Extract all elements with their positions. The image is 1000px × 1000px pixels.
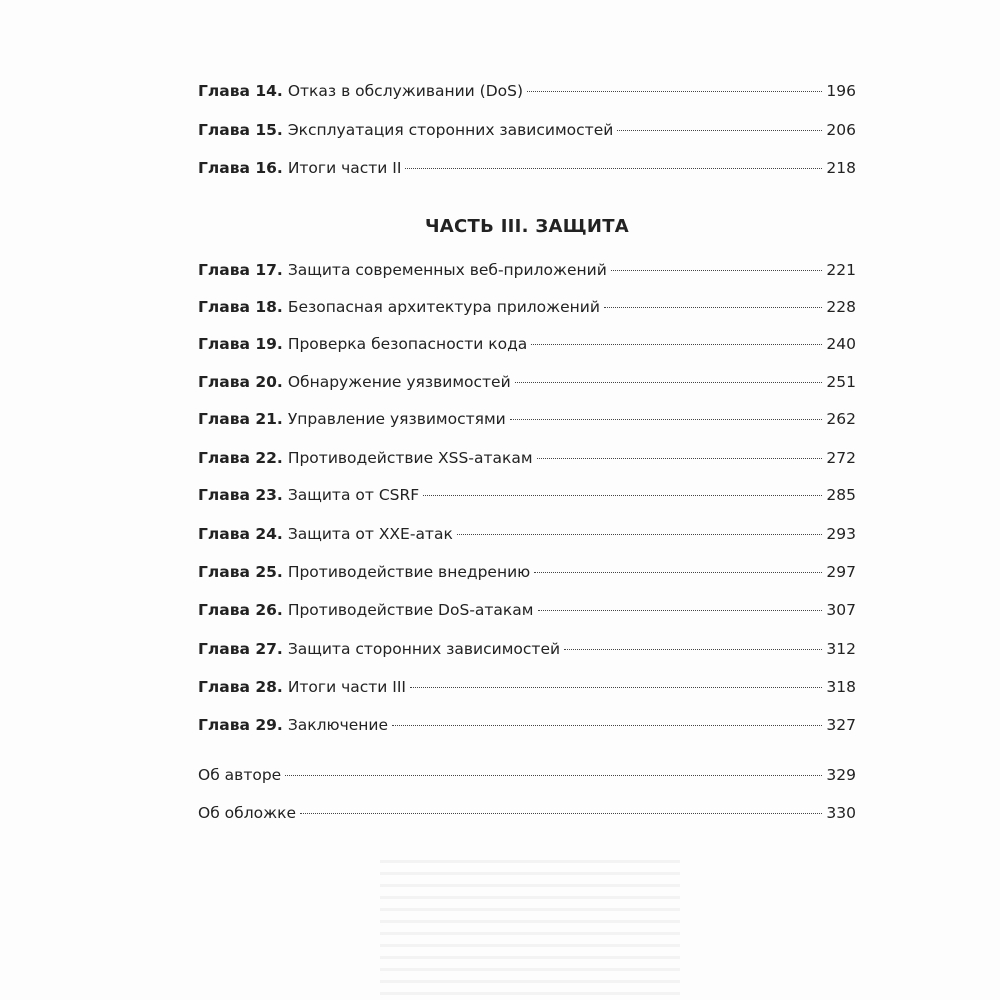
toc-entry-chapter-27[interactable] <box>198 636 856 662</box>
chapter-title: Обнаружение уязвимостей <box>287 373 511 391</box>
dot-leader <box>515 382 823 383</box>
chapter-number: Глава 24. <box>198 525 283 543</box>
page-number: 218 <box>826 159 856 177</box>
page-number: 285 <box>826 486 856 504</box>
chapter-number: Глава 26. <box>198 601 283 619</box>
dot-leader <box>300 813 822 814</box>
dot-leader <box>392 725 822 726</box>
chapter-title: Противодействие XSS-атакам <box>287 449 533 467</box>
chapter-title: Итоги части III <box>287 678 406 696</box>
chapter-number: Глава 23. <box>198 486 283 504</box>
toc-entry-chapter-24[interactable] <box>198 521 856 547</box>
toc-entry-chapter-15[interactable] <box>198 117 856 143</box>
toc-entry-chapter-16[interactable] <box>198 155 856 181</box>
toc-entry-chapter-26[interactable] <box>198 597 856 623</box>
chapter-number: Глава 28. <box>198 678 283 696</box>
dot-leader <box>534 572 822 573</box>
chapter-title: Защита современных веб-приложений <box>287 261 607 279</box>
dot-leader <box>410 687 822 688</box>
toc-entry-chapter-14[interactable] <box>198 78 856 104</box>
chapter-number: Глава 16. <box>198 159 283 177</box>
chapter-number: Глава 15. <box>198 121 283 139</box>
entry-title: Об обложке <box>198 804 296 822</box>
page-number: 318 <box>826 678 856 696</box>
toc-entry-about-author[interactable] <box>198 762 856 788</box>
chapter-title: Проверка безопасности кода <box>287 335 528 353</box>
chapter-title: Защита сторонних зависимостей <box>287 640 561 658</box>
toc-entry-chapter-29[interactable] <box>198 712 856 738</box>
chapter-title: Эксплуатация сторонних зависимостей <box>287 121 614 139</box>
page-number: 327 <box>826 716 856 734</box>
dot-leader <box>617 130 822 131</box>
page-number: 251 <box>826 373 856 391</box>
page-number: 206 <box>826 121 856 139</box>
chapter-title: Противодействие внедрению <box>287 563 531 581</box>
chapter-number: Глава 25. <box>198 563 283 581</box>
toc-entry-chapter-18[interactable] <box>198 294 856 320</box>
chapter-number: Глава 27. <box>198 640 283 658</box>
chapter-number: Глава 29. <box>198 716 283 734</box>
page-number: 272 <box>826 449 856 467</box>
toc-entry-about-cover[interactable] <box>198 800 856 826</box>
chapter-title: Защита от CSRF <box>287 486 420 504</box>
chapter-number: Глава 21. <box>198 410 283 428</box>
page-number: 297 <box>826 563 856 581</box>
chapter-title: Управление уязвимостями <box>287 410 506 428</box>
toc-entry-chapter-28[interactable] <box>198 674 856 700</box>
dot-leader <box>564 649 822 650</box>
page-number: 262 <box>826 410 856 428</box>
dot-leader <box>538 610 823 611</box>
dot-leader <box>527 91 822 92</box>
dot-leader <box>537 458 823 459</box>
dot-leader <box>405 168 822 169</box>
chapter-title: Защита от XXE-атак <box>287 525 453 543</box>
page-number: 293 <box>826 525 856 543</box>
page-number: 329 <box>826 766 856 784</box>
chapter-number: Глава 17. <box>198 261 283 279</box>
page-number: 307 <box>826 601 856 619</box>
chapter-title: Безопасная архитектура приложений <box>287 298 600 316</box>
page-number: 196 <box>826 82 856 100</box>
dot-leader <box>611 270 823 271</box>
dot-leader <box>510 419 823 420</box>
toc-entry-chapter-22[interactable] <box>198 445 856 471</box>
toc-entry-chapter-20[interactable] <box>198 369 856 395</box>
dot-leader <box>423 495 822 496</box>
dot-leader <box>457 534 823 535</box>
part-heading: ЧАСТЬ III. ЗАЩИТА <box>424 216 630 237</box>
chapter-title: Итоги части II <box>287 159 402 177</box>
dot-leader <box>285 775 822 776</box>
page-number: 228 <box>826 298 856 316</box>
toc-entry-chapter-25[interactable] <box>198 559 856 585</box>
page-number: 240 <box>826 335 856 353</box>
dot-leader <box>531 344 822 345</box>
page-number: 312 <box>826 640 856 658</box>
toc-entry-chapter-21[interactable] <box>198 406 856 432</box>
chapter-number: Глава 22. <box>198 449 283 467</box>
chapter-title: Противодействие DoS-атакам <box>287 601 534 619</box>
chapter-title: Отказ в обслуживании (DoS) <box>287 82 524 100</box>
show-through-bleed <box>380 860 680 1000</box>
chapter-number: Глава 20. <box>198 373 283 391</box>
toc-entry-chapter-23[interactable] <box>198 482 856 508</box>
chapter-number: Глава 14. <box>198 82 283 100</box>
toc-entry-chapter-17[interactable] <box>198 257 856 283</box>
page-number: 221 <box>826 261 856 279</box>
toc-entry-chapter-19[interactable] <box>198 331 856 357</box>
dot-leader <box>604 307 822 308</box>
chapter-title: Заключение <box>287 716 389 734</box>
entry-title: Об авторе <box>198 766 282 784</box>
chapter-number: Глава 19. <box>198 335 283 353</box>
page-number: 330 <box>826 804 856 822</box>
chapter-number: Глава 18. <box>198 298 283 316</box>
